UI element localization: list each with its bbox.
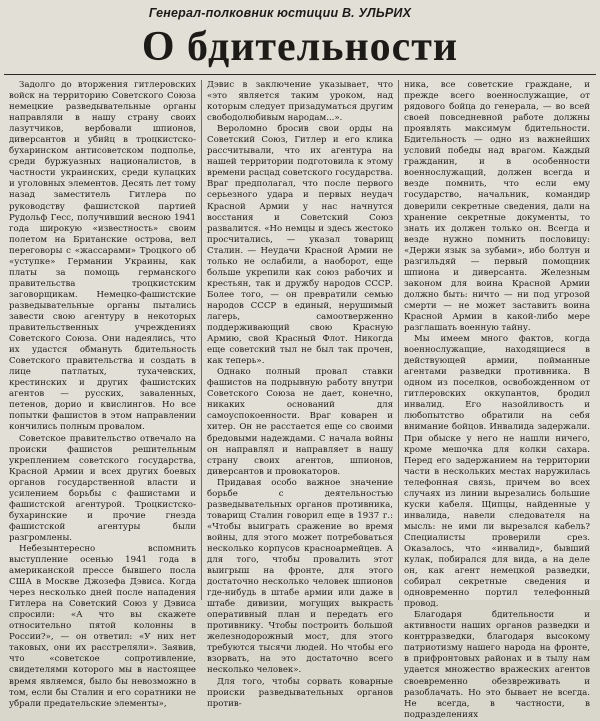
paragraph: Задолго до вторжения гитлеровских войск на территорию Советского Союза немецкие разведывательные органы направляли в нашу страну своих лазутчиков, вербовали шпионов, диверсантов и убийц в троцкистско-бухаринском антисоветском подполье, среди буржуазных националистов, в частности украинских, среди кулацких и уголовных элементов. Десять лет тому назад заместитель Гитлера по руководству фашистской партией Рудольф Гесс, получивший весною 1941 года широкую «известность» своим полетом на Британские острова, вел переговоры с «жассарами» Троцкого об «уступке» Германии Украины, как платы за помощь германского правительства троцкистским заговорщикам. Немецко-фашистские разведывательные органы пытались завести свою агентуру в некоторых правительственных учреждениях Советского Союза. Они надеялись, что их удастся обмануть бдительность Советского правительства и создать в лице патлатых, тухачевских, крестинских и других фашистских агентов — русских, заваленных, петенов, дорио и квислингов. Но все попытки фашистов в этом направлении кончились полным провалом.: [9, 80, 196, 433]
article-body: [4, 80, 596, 720]
author-byline: Генерал-полковник юстиции В. УЛЬРИХ: [148, 6, 412, 20]
paragraph: Придавая особо важное значение борьбе с деятельностью разведывательных органов противника, товарищ Сталин говорил еще в 1937 г.: «Чтобы выиграть сражение во время войны, для этого может потребоваться несколько корпусов красноармейцев. А для того, чтобы провалить этот выигрыш на фронте, для этого достаточно несколько человек шпионов где-нибудь в штабе армии или даже в штабе дивизии, могущих выкрасть оперативный план и передать его противнику. Чтобы построить большой железнодорожный мост, для этого требуются тысячи людей. Но чтобы его взорвать, на это достаточно всего несколько человек».: [207, 477, 393, 676]
column-1: [4, 80, 201, 709]
paragraph: Для того, чтобы сорвать коварные происки разведывательных органов против-: [207, 676, 393, 709]
paragraph: Вероломно бросив свои орды на Советский Союз, Гитлер и его клика рассчитывали, что их агентура на нашей территории подготовила к этому времени расцад советского государства. Враг предполагал, что после первого серьезного удара и первых неудач Красной Армии у нас начнутся восстания и Советский Союз развалится. «Но немцы и здесь жестоко просчитались, — указал товарищ Сталин. — Неудачи Красной Армии не только не ослабили, а наоборот, еще больше укрепили как союз рабочих и крестьян, так и дружбу народов СССР. Более того, — он превратили семью народов СССР в единый, нерушимый лагерь, самоотверженно поддерживающий свою Красную Армию, свой Красный Флот. Никогда еще советский тыл не был так прочен, как теперь».: [207, 124, 393, 367]
title-divider: [4, 74, 596, 75]
paragraph: Однако полный провал ставки фашистов на подрывную работу внутри Советского Союза не дает, конечно, никаких оснований для самоуспокоенности. Враг коварен и хитер. Он не расстается еще со своими бредовыми надеждами. С начала войны он направлял и направляет в нашу страну своих агентов, шпионов, диверсантов и провокаторов.: [207, 367, 393, 477]
paragraph: ника, все советские граждане, и прежде всего военнослужащие, от рядового бойца до генерала, — во всей своей повседневной работе должны проявлять максимум бдительности. Бдительность — одно из важнейших условий победы над врагом. Каждый гражданин, и в особенности военнослужащий, должен всегда и везде помнить, что если ему государство, начальник, командир доверили секретные сведения, дали на хранение секретные документы, то знать их должен только он. Всегда и везде нужно помнить пословицу: «Держи язык за зубами», ибо болтун и разгильдяй — первый помощник шпиона и диверсанта. Железным законом для воина Красной Армии должно быть: ничто — ни под угрозой смерти — не может заставить воина Красной Армии в какой-либо мере разглашать военную тайну.: [404, 80, 590, 334]
column-3: [398, 80, 595, 720]
article-title: О бдительности: [141, 24, 459, 70]
paragraph: Небезынтересно вспомнить выступление осенью 1941 года в американской прессе бывшего посла США в Москве Джозефа Дэвиса. Когда через несколько дней после нападения Гитлера на Советский Союз у Дэвиса спросили: «А что вы скажете относительно пятой колонны в России?», — он ответил: «У них нет таковых, они их расстреляли». Заявив, что «советское сопротивление, свидетелями которого мы в настоящее время являемся, было бы невозможно в том, если бы Сталин и его соратники не убрали предательские элементы»,: [9, 543, 196, 709]
column-2: [201, 80, 398, 709]
paragraph: Мы имеем много фактов, когда военнослужащие, находящиеся в действующей армии, пойманные агентами разведки противника. В одном из поселков, освобожденном от гитлеровских оккупантов, бродил инвалид. Его назойливость и любопытство обратили на себя внимание бойцов. Инвалида задержали. При обыске у него не нашли ничего, кроме мешочка для колки сахара. Перед его задержанием на территории части в нескольких местах наружилась телефонная связь, причем во всех случаях из линии вырезались большие куски кабеля. Щипцы, найденные у инвалида, навели следователя на мысль: не ими ли вырезался кабель? Специалисты проверили срез. Оказалось, что «инвалид», бывший кулак, побирался для вида, а на деле он, как агент немецкой разведки, собирал секретные сведения и одновременно портил телефонный провод.: [404, 334, 590, 610]
paragraph: Советское правительство отвечало на происки фашистов решительным укреплением советского государства, Красной Армии и всех других боевых органов государственной власти и усилением борьбы с фашистами и фашистской агентурой. Троцкистско-бухаринские и прочие гнезда фашистской агентуры были разгромлены.: [9, 433, 196, 543]
paragraph: Дэвис в заключение указывает, что «это является таким уроком, над которым следует призадуматься другим свободолюбивым народам...».: [207, 80, 393, 124]
paragraph: Благодаря бдительности и активности наших органов разведки и контрразведки, благодаря высокому патриотизму нашего народа на фронте, в прифронтовых районах и в тылу нам удается множество вражеских агентов своевременно обезвреживать и разоблачать. Но это бывает не всегда. Не всегда, в частности, в подразделениях: [404, 610, 590, 720]
